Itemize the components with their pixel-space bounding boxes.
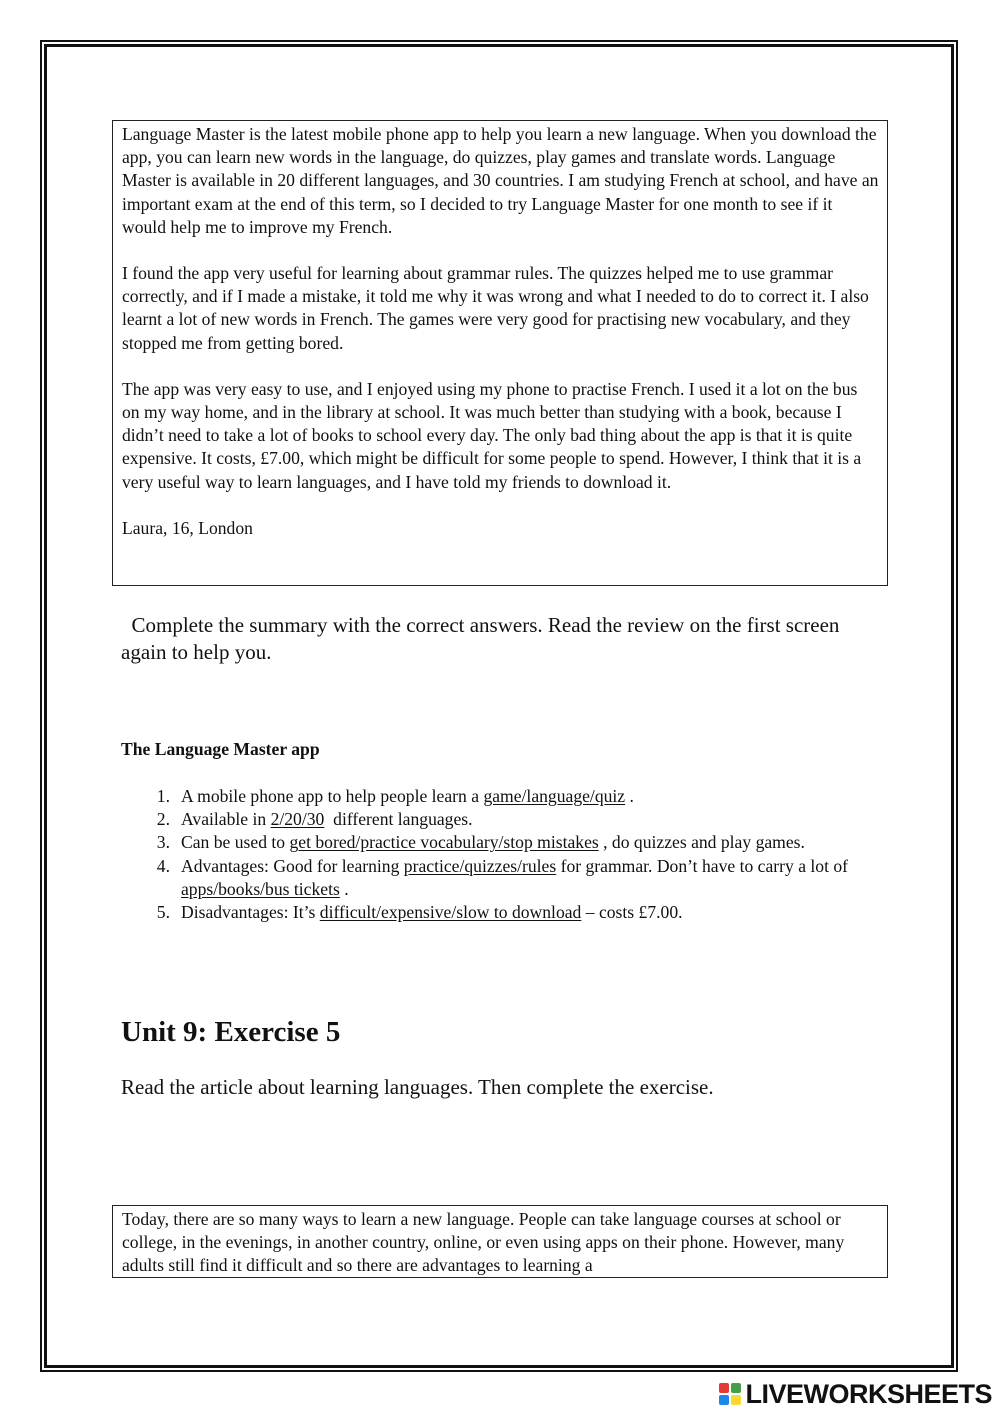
item-text: – costs £7.00. <box>581 902 683 923</box>
answer-dropdown-2[interactable]: 2/20/30 <box>270 809 325 830</box>
review-box <box>112 120 888 586</box>
answer-dropdown-3[interactable]: get bored/practice vocabulary/stop mistakes <box>289 832 599 853</box>
item-text: for grammar. Don’t have to carry a lot of <box>556 855 849 876</box>
summary-item <box>148 901 868 924</box>
item-text: Advantages: Good for learning <box>181 855 404 876</box>
answer-dropdown-6[interactable]: difficult/expensive/slow to download <box>319 902 582 923</box>
summary-list <box>148 785 868 924</box>
logo-square <box>731 1395 741 1405</box>
item-text: Disadvantages: It’s <box>181 902 320 923</box>
summary-item <box>148 855 868 901</box>
logo-icon <box>719 1383 741 1405</box>
answer-dropdown-5[interactable]: apps/books/bus tickets <box>181 878 340 899</box>
review-paragraph-2: I found the app very useful for learning about grammar rules. The quizzes helped me to use grammar correctly, and if I made a mistake, it told me why it was wrong and what I needed to do to correct it. I also learnt a lot of new words in French. The games were very good for practising new vocabulary, and they stopped me from getting bored. <box>122 263 869 353</box>
answer-dropdown-1[interactable]: game/language/quiz <box>483 786 626 806</box>
article-box <box>112 1205 888 1278</box>
liveworksheets-logo[interactable] <box>719 1380 992 1408</box>
review-paragraph-3: The app was very easy to use, and I enjoyed using my phone to practise French. I used it a lot on the bus on my way home, and in the library at school. It was much better than studying with a book, because I didn’t need to take a lot of books to school every day. The only bad thing about the app is that it is quite expensive. It costs, £7.00, which might be difficult for some people to spend. However, I think that it is a very useful way to learn languages, and I have told my friends to download it. <box>122 378 862 492</box>
item-text: , do quizzes and play games. <box>598 832 805 853</box>
item-text: Available in <box>181 809 271 830</box>
item-text: . <box>625 786 634 806</box>
summary-instruction <box>121 612 881 666</box>
item-number: 3. <box>156 832 170 853</box>
review-signature: Laura, 16, London <box>122 517 253 538</box>
unit-instruction: Read the article about learning languages. Then complete the exercise. <box>121 1075 714 1099</box>
summary-item <box>148 785 868 808</box>
summary-item <box>148 808 868 831</box>
item-number: 5. <box>156 902 170 923</box>
item-text: different languages. <box>324 809 473 830</box>
summary-item <box>148 831 868 854</box>
item-text: . <box>339 878 349 899</box>
answer-dropdown-4[interactable]: practice/quizzes/rules <box>403 855 557 876</box>
item-number: 4. <box>156 855 170 876</box>
item-number: 2. <box>156 809 170 830</box>
logo-text: LIVEWORKSHEETS <box>745 1378 992 1409</box>
logo-square <box>719 1383 729 1393</box>
summary-instruction-text: Complete the summary with the correct answers. Read the review on the first screen again to help you. <box>121 613 840 664</box>
review-paragraph-1: Language Master is the latest mobile phone app to help you learn a new language. When you download the app, you can learn new words in the language, do quizzes, play games and translate words. Language Master is available in 20 different languages, and 30 countries. I am studying French at school, and have an important exam at the end of this term, so I decided to try Language Master for one month to see if it would help me to improve my French. <box>122 124 879 237</box>
unit-title: Unit 9: Exercise 5 <box>121 1016 341 1048</box>
article-text: Today, there are so many ways to learn a new language. People can take language courses at school or college, in the evenings, in another country, online, or even using apps on their phone. However, many adults still find it difficult and so there are advantages to learning a <box>122 1209 845 1276</box>
item-text: A mobile phone app to help people learn a <box>181 786 484 806</box>
logo-square <box>731 1383 741 1393</box>
item-text: Can be used to <box>181 832 290 853</box>
summary-title: The Language Master app <box>121 739 320 759</box>
item-number: 1. <box>156 786 170 806</box>
logo-square <box>719 1395 729 1405</box>
